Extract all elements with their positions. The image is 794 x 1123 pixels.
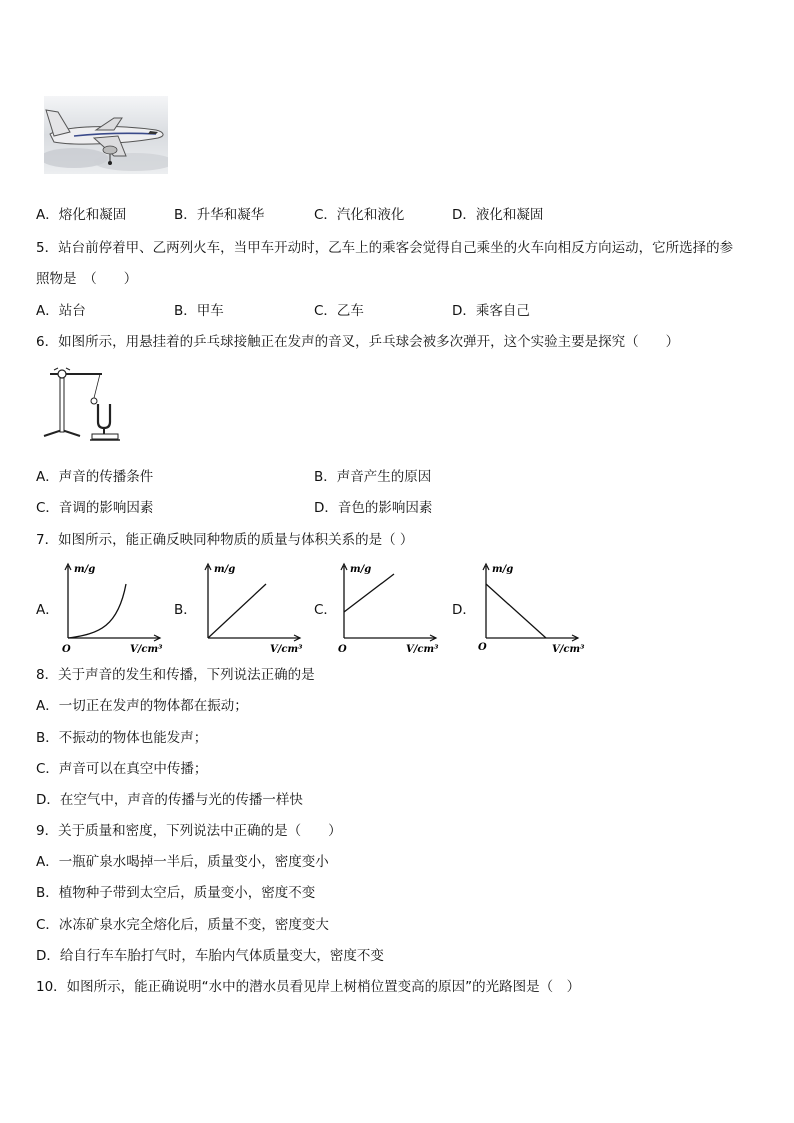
- q7-graph-d: [478, 560, 588, 656]
- q7-graph-b: [200, 560, 310, 656]
- q5-stem-line1: 5．站台前停着甲、乙两列火车，当甲车开动时，乙车上的乘客会觉得自己乘坐的火车向相反方向运动，它所选择的参: [36, 240, 734, 256]
- q7d-origin: O: [478, 642, 487, 653]
- q5-option-a: A．站台: [36, 303, 86, 319]
- airplane-figure: [44, 96, 168, 174]
- q6-option-b: B．声音产生的原因: [314, 469, 432, 485]
- q9-option-d: D．给自行车车胎打气时，车胎内气体质量变大，密度不变: [36, 948, 384, 964]
- q8-option-c: C．声音可以在真空中传播；: [36, 761, 208, 777]
- q6-option-c: C．音调的影响因素: [36, 500, 154, 516]
- q10-stem: 10．如图所示，能正确说明“水中的潜水员看见岸上树梢位置变高的原因”的光路图是（ ）: [36, 979, 581, 995]
- q7-option-c: C．: [314, 602, 337, 618]
- q7b-y-label: m/g: [214, 564, 236, 575]
- q7-stem: 7．如图所示，能正确反映同种物质的质量与体积关系的是（ ）: [36, 532, 414, 548]
- q7c-origin: O: [338, 644, 347, 655]
- q8-option-b: B．不振动的物体也能发声；: [36, 730, 208, 746]
- q7a-y-label: m/g: [74, 564, 96, 575]
- q5-stem-line2: 照物是 （ ）: [36, 271, 138, 287]
- q4-option-b: B．升华和凝华: [174, 207, 265, 223]
- q7a-x-label: V/cm³: [130, 644, 163, 655]
- q4-option-c: C．汽化和液化: [314, 207, 405, 223]
- q5-option-d: D．乘客自己: [452, 303, 530, 319]
- q6-stem: 6．如图所示，用悬挂着的乒乓球接触正在发声的音叉，乒乓球会被多次弹开，这个实验主要是探究（ ）: [36, 334, 680, 350]
- q7-option-a: A．: [36, 602, 59, 618]
- q7a-origin: O: [62, 644, 71, 655]
- q7d-x-label: V/cm³: [552, 644, 585, 655]
- q6-option-a: A．声音的传播条件: [36, 469, 154, 485]
- q7c-x-label: V/cm³: [406, 644, 439, 655]
- q5-option-b: B．甲车: [174, 303, 224, 319]
- q7-option-b: B．: [174, 602, 197, 618]
- q7-graph-a: [60, 560, 170, 656]
- q6-option-d: D．音色的影响因素: [314, 500, 433, 516]
- q5-option-c: C．乙车: [314, 303, 364, 319]
- q7-option-d: D．: [452, 602, 476, 618]
- q4-option-a: A．熔化和凝固: [36, 207, 127, 223]
- q7d-y-label: m/g: [492, 564, 514, 575]
- q7-graph-c: [336, 560, 446, 656]
- q9-option-b: B．植物种子带到太空后，质量变小，密度不变: [36, 885, 316, 901]
- q4-option-d: D．液化和凝固: [452, 207, 544, 223]
- q9-option-c: C．冰冻矿泉水完全熔化后，质量不变，密度变大: [36, 917, 329, 933]
- q8-option-a: A．一切正在发声的物体都在振动；: [36, 698, 248, 714]
- tuning-fork-figure: [40, 364, 124, 444]
- q8-stem: 8．关于声音的发生和传播，下列说法正确的是: [36, 667, 315, 683]
- q9-option-a: A．一瓶矿泉水喝掉一半后，质量变小，密度变小: [36, 854, 329, 870]
- q7b-x-label: V/cm³: [270, 644, 303, 655]
- q8-option-d: D．在空气中，声音的传播与光的传播一样快: [36, 792, 303, 808]
- q7c-y-label: m/g: [350, 564, 372, 575]
- q9-stem: 9．关于质量和密度，下列说法中正确的是（ ）: [36, 823, 342, 839]
